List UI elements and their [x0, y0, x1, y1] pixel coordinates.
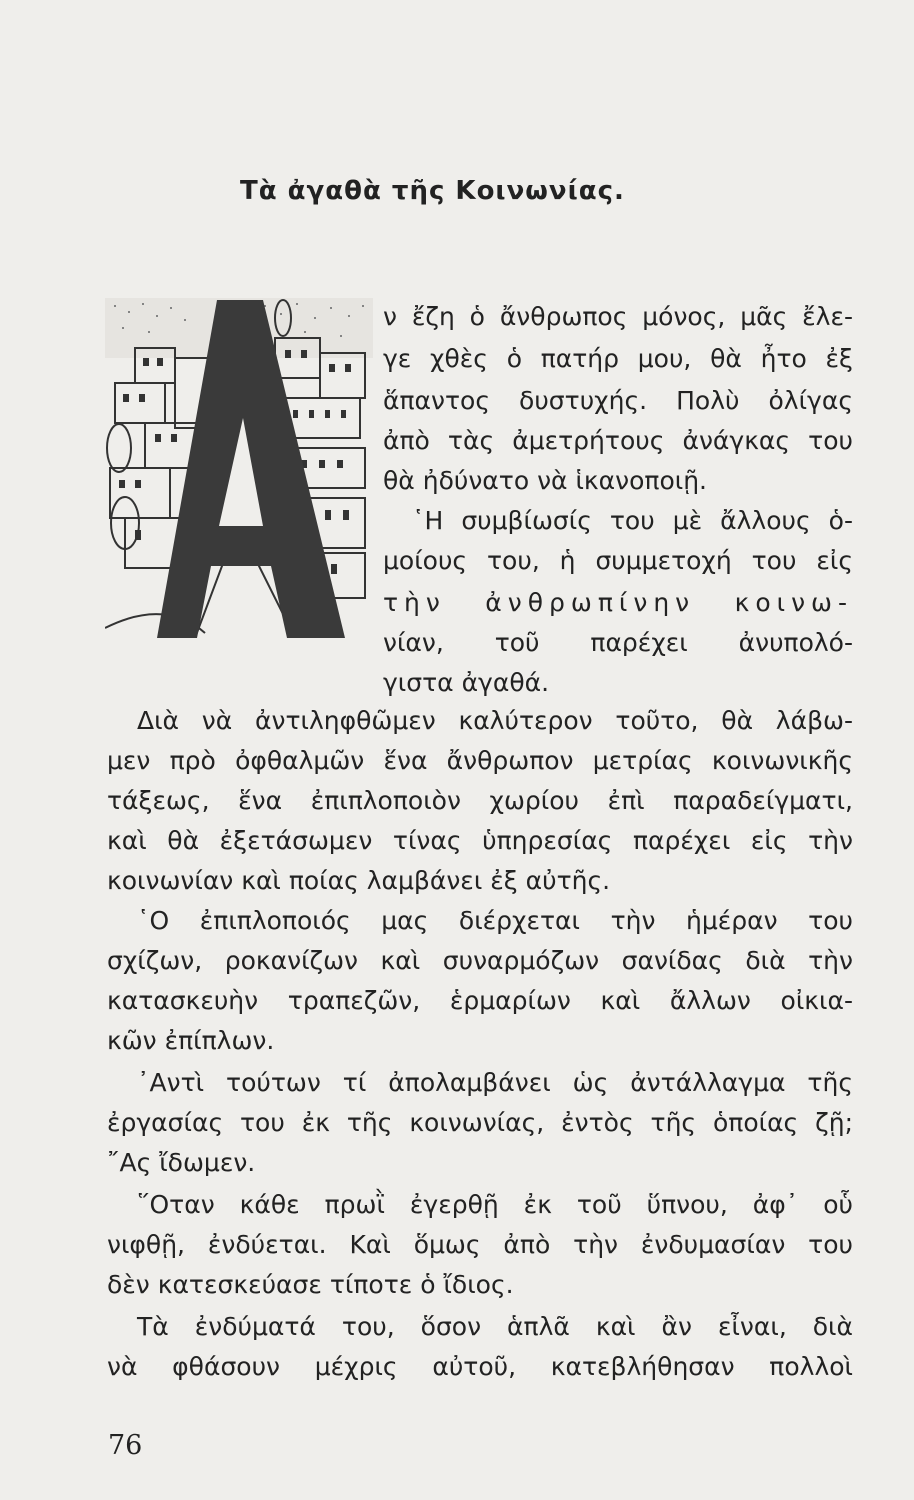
intro-line: μοίους του, ἡ συμμετοχή του εἰς [383, 546, 853, 575]
body-line: ἐργασίας του ἐκ τῆς κοινωνίας, ἐντὸς τῆς ὁποίας ζῇ; [107, 1108, 853, 1137]
body-line: τάξεως, ἕνα ἐπιπλοποιὸν χωρίου ἐπὶ παραδείγματι, [107, 786, 853, 815]
intro-line: ἅπαντος δυστυχής. Πολὺ ὀλίγας [383, 386, 853, 415]
intro-line: γιστα ἀγαθά. [383, 668, 550, 697]
body-line: ῎Ας ἴδωμεν. [107, 1148, 256, 1177]
intro-line: ἀπὸ τὰς ἀμετρήτους ἀνάγκας του [383, 426, 853, 455]
body-line: ᾿Αντὶ τούτων τί ἀπολαμβάνει ὡς ἀντάλλαγμα τῆς [137, 1068, 853, 1097]
chapter-title: Τὰ ἀγαθὰ τῆς Κοινωνίας. [240, 176, 625, 206]
page-number: 76 [108, 1430, 143, 1461]
intro-line: γε χθὲς ὁ πατήρ μου, θὰ ἦτο ἐξ [383, 344, 853, 373]
intro-line: θὰ ἠδύνατο νὰ ἱκανοποιῇ. [383, 466, 707, 495]
body-line: Τὰ ἐνδύματά του, ὅσον ἁπλᾶ καὶ ἂν εἶναι, διὰ [137, 1312, 853, 1341]
intro-line: τὴν ἀνθρωπίνην κοινω- [383, 588, 853, 617]
body-line: κοινωνίαν καὶ ποίας λαμβάνει ἐξ αὐτῆς. [107, 866, 611, 895]
body-line: κῶν ἐπίπλων. [107, 1026, 275, 1055]
body-line: ῞Οταν κάθε πρωῒ ἐγερθῇ ἐκ τοῦ ὕπνου, ἀφ᾿ οὗ [137, 1190, 853, 1219]
body-line: Διὰ νὰ ἀντιληφθῶμεν καλύτερον τοῦτο, θὰ λάβω- [137, 706, 853, 735]
intro-line: ῾Η συμβίωσίς του μὲ ἄλλους ὁ- [412, 506, 853, 535]
body-line: ῾Ο ἐπιπλοποιός μας διέρχεται τὴν ἡμέραν του [137, 906, 853, 935]
body-line: νιφθῇ, ἐνδύεται. Καὶ ὅμως ἀπὸ τὴν ἐνδυμασίαν του [107, 1230, 853, 1259]
body-line: δὲν κατεσκεύασε τίποτε ὁ ἴδιος. [107, 1270, 514, 1299]
body-line: σχίζων, ροκανίζων καὶ συναρμόζων σανίδας διὰ τὴν [107, 946, 853, 975]
body-line: κατασκευὴν τραπεζῶν, ἑρμαρίων καὶ ἄλλων οἰκια- [107, 986, 853, 1015]
intro-line: νίαν, τοῦ παρέχει ἀνυπολό- [383, 628, 853, 657]
drop-cap-illustration [105, 298, 373, 638]
body-line: νὰ φθάσουν μέχρις αὐτοῦ, κατεβλήθησαν πολλοὶ [107, 1352, 853, 1381]
body-line: καὶ θὰ ἐξετάσωμεν τίνας ὑπηρεσίας παρέχει εἰς τὴν [107, 826, 853, 855]
intro-line: ν ἔζη ὁ ἄνθρωπος μόνος, μᾶς ἔλε- [383, 302, 853, 331]
body-line: μεν πρὸ ὀφθαλμῶν ἕνα ἄνθρωπον μετρίας κοινωνικῆς [107, 746, 853, 775]
